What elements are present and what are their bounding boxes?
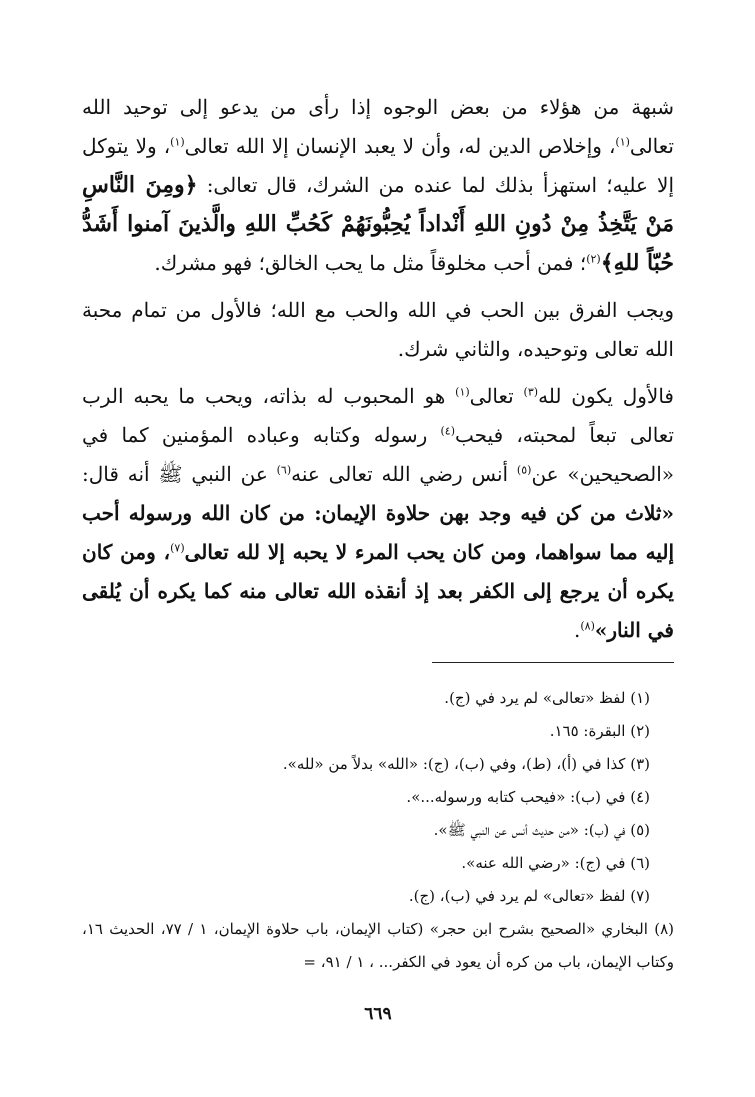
footnote: (٤) في (ب): «فيحب كتابه ورسوله...». [406,788,650,806]
hadith-text: «ثلاث من كن فيه وجد بهن حلاوة الإيمان: من كان الله ورسوله أحب إليه مما سواهما، ومن كان يحب المرء لا يحبه إلا لله تعالى [82,501,675,564]
paragraph [82,88,674,283]
main-text [82,88,674,650]
text-segment: أنس رضي الله تعالى عنه [291,462,517,486]
footnote-ref: (١) [615,135,630,149]
paragraph [82,377,674,650]
quran-verse: ﴿ومِنَ النَّاسِ مَنْ يَتَّخِذُ مِنْ دُونِ اللهِ أَنْداداً يُحِبُّونَهُمْ كَحُبِّ اللهِ والَّذينَ آمنوا أَشَدُّ حُبّاً للهِ﴾ [82,172,674,276]
hadith-text: ، ومن كان يكره أن يرجع إلى الكفر بعد إذ أنقذه الله تعالى منه كما يكره أن يُلقى في النار» [82,540,674,642]
paragraph [82,291,674,369]
footnote-ref: (٥) [516,463,532,477]
footnote-separator [432,662,674,663]
footnote: (٣) كذا في (أ)، (ط)، وفي (ب)، (ج): «الله» بدلاً من «لله». [282,755,650,773]
footnote-ref: (٧) [170,541,185,555]
footnote: (١) لفظ «تعالى» لم يرد في (ج). [444,689,650,707]
page-number: ٦٦٩ [364,1004,392,1024]
text-segment: تعالى [469,384,524,408]
footnote-ref: (٤) [440,424,455,438]
text-segment: ، ولا يتوكل إلا عليه؛ استهزأ بذلك لما عنده من الشرك، قال تعالى: [82,134,675,197]
text-segment: فالأول يكون لله [538,384,674,408]
text-segment: ؛ فمن أحب مخلوقاً مثل ما يحب الخالق؛ فهو مشرك. [154,251,587,275]
footnote: (٧) لفظ «تعالى» لم يرد في (ب)، (ج). [408,887,650,905]
text-segment: ويجب الفرق بين الحب في الله والحب مع الله؛ فالأول من تمام محبة الله تعالى وتوحيده، والثاني شرك. [82,298,674,361]
footnote: (٦) في (ج): «رضي الله عنه». [461,854,650,872]
footnote-ref: (١) [170,135,185,149]
footnote-ref: (٨) [580,619,595,633]
text-segment: رسوله وكتابه وعباده المؤمنين كما في «الصحيحين» عن [82,423,674,486]
footnote-ref: (٢) [586,252,601,266]
footnotes [82,682,674,979]
footnote: (٢) البقرة: ١٦٥. [549,722,650,740]
footnote-ref: (١) [455,385,470,399]
footnote: (٨) البخاري «الصحيح بشرح ابن حجر» (كتاب الإيمان، باب حلاوة الإيمان، ١ / ٧٧، الحديث ١٦، وكتاب الإيمان، باب من كره أن يعود في الكفر... ، ١ / ٩١، = [82,920,675,971]
text-segment: هو المحبوب له بذاته، ويحب ما يحبه الرب تعالى تبعاً لمحبته، فيحب [82,384,674,447]
text-segment: ، وإخلاص الدين له، وأن لا يعبد الإنسان إلا الله تعالى [184,134,616,158]
text-segment: شبهة من هؤلاء من بعض الوجوه إذا رأى من يدعو إلى توحيد الله تعالى [82,95,674,158]
footnote: (٥) في (ب): «من حديث أنس عن النبي ﷺ». [433,821,650,839]
footnote-ref: (٦) [276,463,292,477]
text-segment: . [573,618,581,642]
text-segment: عن النبي ﷺ أنه قال: [82,462,277,486]
book-page [82,88,674,1048]
footnote-ref: (٣) [523,385,539,399]
